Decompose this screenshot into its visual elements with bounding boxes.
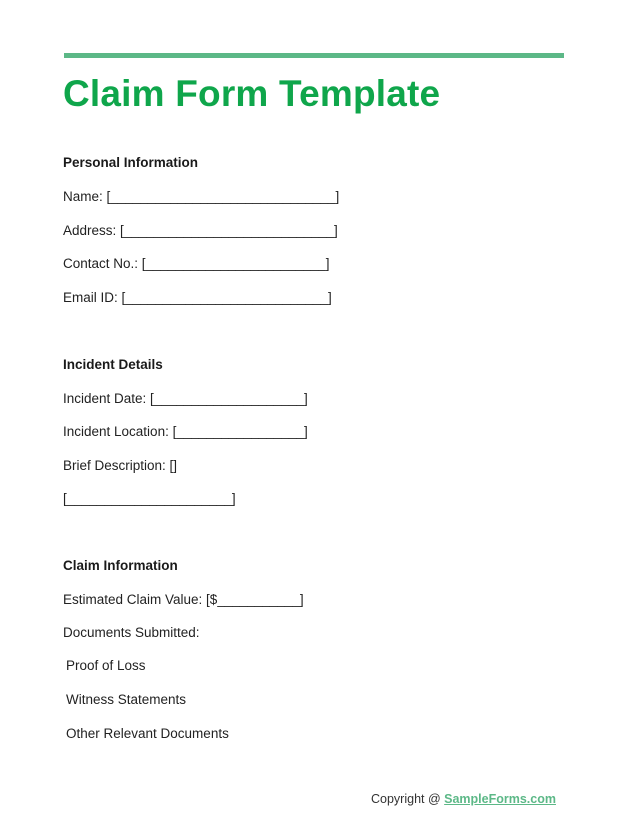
section-heading-claim: Claim Information [63, 558, 178, 573]
copyright-footer [371, 792, 556, 806]
document-item-other: Other Relevant Documents [66, 726, 229, 741]
document-item-witness-statements: Witness Statements [66, 692, 187, 707]
field-address: Address: [____________________________] [63, 223, 338, 238]
field-email: Email ID: [___________________________] [63, 290, 332, 305]
field-documents-submitted: Documents Submitted: [63, 625, 200, 640]
section-heading-personal: Personal Information [63, 155, 199, 170]
section-heading-incident: Incident Details [63, 357, 163, 372]
field-contact: Contact No.: [________________________] [63, 256, 330, 271]
field-name: Name: [______________________________] [63, 189, 340, 204]
field-description-blank: [______________________] [63, 491, 236, 506]
page-title: Claim Form Template [63, 73, 441, 114]
copyright-text: Copyright @ [371, 792, 445, 806]
brand-link[interactable]: SampleForms.com [444, 792, 556, 806]
field-incident-date: Incident Date: [____________________] [63, 391, 308, 406]
field-brief-description: Brief Description: [] [63, 458, 178, 473]
document-item-proof-of-loss: Proof of Loss [66, 658, 146, 673]
field-estimated-claim-value: Estimated Claim Value: [$___________] [63, 592, 304, 607]
top-accent-bar [64, 53, 564, 58]
field-incident-location: Incident Location: [_________________] [63, 424, 308, 439]
